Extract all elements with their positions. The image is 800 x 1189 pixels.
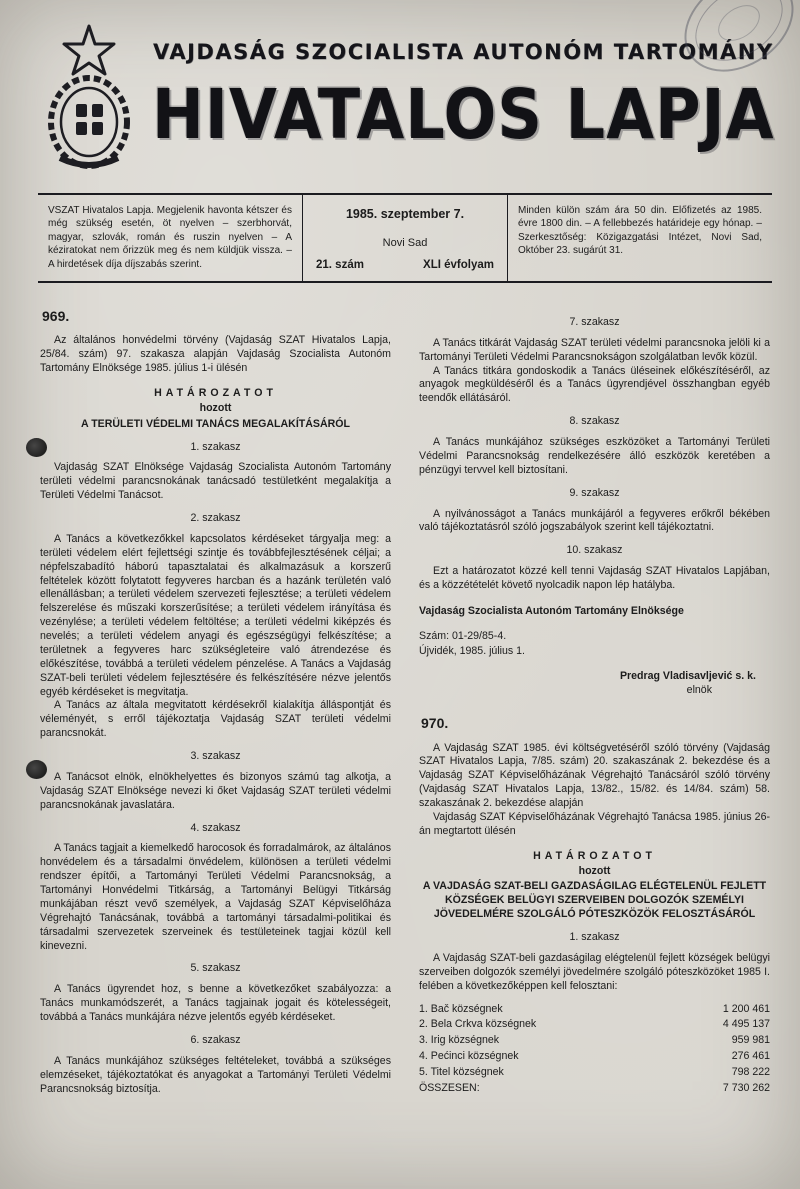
article-number: 970.	[421, 715, 449, 732]
column-left	[40, 307, 391, 1143]
allocation-value: 1 200 461	[722, 1002, 770, 1015]
region-title: VAJDASÁG SZOCIALISTA AUTONÓM TARTOMÁNY	[153, 40, 774, 64]
allocation-label: 5. Titel községnek	[419, 1066, 504, 1079]
paragraph: A Tanácsot elnök, elnökhelyettes és bizonyos számú tag alkotja, a Vajdaság SZAT Elnöksége nevezi ki őket Vajdaság SZAT területi védelmi parancsnokának javaslatára.	[40, 770, 391, 811]
section-heading: 10. szakasz	[566, 544, 623, 557]
infobar	[38, 193, 772, 283]
coat-of-arms	[42, 20, 136, 179]
issue-number: 21. szám	[316, 258, 364, 271]
paragraph: A Vajdaság SZAT-beli gazdaságilag elégtelenül fejlett községek belügyi szerveiben dolgozók személyi jövedelmére szolgáló póteszközöket 1985 I. felében a következőképpen kell felosztani:	[419, 951, 770, 992]
emblem-glyphs	[76, 104, 103, 135]
allocation-value: 4 495 137	[722, 1018, 770, 1031]
section-heading: 8. szakasz	[569, 415, 620, 428]
section-heading: 7. szakasz	[569, 315, 620, 328]
decree-heading: HATÁROZATOT	[533, 849, 656, 862]
paragraph: Ezt a határozatot közzé kell tenni Vajdaság SZAT Hivatalos Lapjában, és a közzétételét követő nyolcadik napon lép hatályba.	[419, 565, 770, 592]
paragraph: A Tanács az általa megvitatott kérdésekről kialakítja álláspontját és véleményét, s erről tájékoztatja Vajdaság SZAT területi védelmi parancsnokát.	[40, 699, 391, 740]
allocation-row	[419, 1049, 770, 1065]
paragraph: A Tanács munkájához szükséges feltételeket, továbbá a szükséges elemzéseket, tájékoztatókat és anyagokat a Tartományi Területi Védelmi Parancsnokság biztosítja.	[40, 1054, 391, 1095]
paragraph: A Tanács munkájához szükséges eszközöket a Tartományi Területi Védelmi Parancsnokság rendelkezésére álló eszközök keretében a pénzügyi tervvel kell biztosítani.	[419, 436, 770, 476]
document-meta: Újvidék, 1985. július 1.	[419, 644, 525, 657]
allocation-value: 7 730 262	[722, 1082, 770, 1095]
allocation-label: 1. Bač községnek	[419, 1002, 503, 1015]
allocation-label: 4. Pećinci községnek	[419, 1050, 519, 1063]
section-heading: 2. szakasz	[190, 512, 241, 525]
allocation-label: 3. Irig községnek	[419, 1034, 500, 1047]
section-heading: 1. szakasz	[569, 931, 620, 944]
paragraph: A Tanács titkára gondoskodik a Tanács üléseinek előkészítéséről, az anyagok megküldéséről és a Tanács ügyrendjével összhangban egyéb teendők ellátásáról.	[419, 364, 770, 405]
signatory-name: Predrag Vladisavljević s. k.	[619, 670, 756, 683]
paragraph: Vajdaság SZAT Képviselőházának Végrehajtó Tanácsa 1985. június 26-án megtartott ülésén	[419, 810, 770, 837]
document-body	[0, 283, 800, 1143]
paragraph: Az általános honvédelmi törvény (Vajdaság SZAT Hivatalos Lapja, 25/84. szám) 97. szakasza alapján Vajdaság Szocialista Autonóm Tartomány Elnöksége 1985. július 1-i ülésén	[40, 334, 391, 375]
issue-info	[302, 195, 508, 281]
masthead-titles	[152, 20, 775, 179]
section-heading: 5. szakasz	[190, 962, 241, 975]
article-number: 969.	[42, 307, 70, 324]
allocation-value: 798 222	[731, 1066, 770, 1079]
allocation-row	[419, 1002, 770, 1018]
allocation-value: 276 461	[731, 1050, 770, 1063]
paragraph: A Tanács titkárát Vajdaság SZAT területi védelmi parancsnoka jelöli ki a Tartományi Területi Védelmi Parancsnokságon szolgálatban levők közül.	[419, 336, 770, 363]
allocation-label: ÖSSZESEN:	[419, 1082, 480, 1095]
section-heading: 1. szakasz	[190, 440, 241, 453]
section-heading: 9. szakasz	[569, 486, 620, 499]
issue-number-row	[316, 259, 494, 271]
allocation-row	[419, 1017, 770, 1033]
allocation-label: 2. Bela Crkva községnek	[419, 1018, 537, 1031]
document-meta: Szám: 01-29/85-4.	[419, 629, 507, 642]
section-heading: 6. szakasz	[190, 1033, 241, 1046]
decree-heading: HATÁROZATOT	[154, 386, 277, 399]
issuer-name: Vajdaság Szocialista Autonóm Tartomány Elnöksége	[419, 604, 684, 617]
paragraph: A Tanács ügyrendet hoz, s benne a következőket szabályozza: a Tanács munkamódszerét, a Tanács tagjainak jogait és kötelességeit, továbbá a Tanács munkájára nézve jelentős egyéb kérdéseket.	[40, 983, 391, 1024]
issue-city: Novi Sad	[382, 237, 428, 249]
allocation-row	[419, 1081, 770, 1097]
star-icon	[64, 26, 114, 74]
masthead	[0, 0, 800, 187]
publication-info: VSZAT Hivatalos Lapja. Megjelenik havonta kétszer és még szükség esetén, öt nyelven – szerbhorvát, magyar, szlovák, román és ruszin nyelven – A kéziratokat nem őrizzük meg és nem küldjük vissza. – A hirdetések díja díjszabás szerint.	[48, 205, 292, 270]
allocation-value: 959 981	[731, 1034, 770, 1047]
issue-volume: XLI évfolyam	[423, 258, 494, 271]
decree-subheading: hozott	[578, 864, 611, 877]
section-heading: 4. szakasz	[190, 821, 241, 834]
hole-punch	[26, 438, 47, 457]
paragraph: Vajdaság SZAT Elnöksége Vajdaság Szocialista Autonóm Tartomány területi védelmi parancsnokának tanácsadó testületként megalakítja a Területi Védelmi Tanácsot.	[40, 461, 391, 502]
allocation-table	[419, 1002, 770, 1097]
allocation-row	[419, 1065, 770, 1081]
paragraph: A Tanács a következőkkel kapcsolatos kérdéseket tárgyalja meg: a területi védelem elért fejlettségi szintje és továbbfejlesztésének céljai; a népfelszabadító háború tapasztalatai és alkalmazásuk a korszerű feltételek között folytatott fegyveres harcban és a hazánk területén való ellenállásban; a területi védelem szervezeti fejlesztése; a területi védelem felszerelése és műszaki korszerűsítése; a területi védelem irányítása és vezénylése; a területi védelem feltöltése; a területi védelmi kiképzés és nevelés; a területi védelem anyagi és egészségügyi felkészítése; a területnek a fegyveres harc szükségleteire való átrendezése és előkészítése, továbbá a területi védelem pénzelése. A Tanács a Vajdaság SZAT-beli területi védelem fejlesztésére és felkészítésére nézve jelentős egyéb kérdéseket is megvitatja.	[40, 532, 391, 698]
paragraph: A Tanács tagjait a kiemelkedő harocosok és forradalmárok, az általános honvédelem és a társadalmi önvédelem, különösen a területi védelmi rendszer építői, a Tartományi Területi Védelmi Parancsnokság, a Tartományi Honvédelmi Titkárság, a Tartományi Belügyi Titkárság munkájában részt vevő személyek, a Vajdaság SZAT Képviselőháza Végrehajtó Tanácsának, továbbá a tartományi társadalmi-politikai és társadalmi szervezetek szerveinek és testületeinek tagjai közül kell kinevezni.	[40, 842, 391, 952]
decree-title: A TERÜLETI VÉDELMI TANÁCS MEGALAKÍTÁSÁRÓL	[81, 417, 350, 430]
signatory-role: elnök	[686, 684, 712, 697]
column-right	[419, 307, 770, 1143]
issue-date: 1985. szeptember 7.	[345, 207, 465, 221]
decree-subheading: hozott	[199, 401, 232, 414]
decree-title: A VAJDASÁG SZAT-BELI GAZDASÁGILAG ELÉGTELENÜL FEJLETT KÖZSÉGEK BELÜGYI SZERVEIBEN DOLGOZÓK SZEMÉLYI JÖVEDELMÉRE SZOLGÁLÓ PÓTESZKÖZÖK FELOSZTÁSÁRÓL	[422, 880, 767, 921]
section-heading: 3. szakasz	[190, 750, 241, 763]
paragraph: A Vajdaság SZAT 1985. évi költségvetéséről szóló törvény (Vajdaság SZAT Hivatalos Lapja, 7/85. szám) 20. szakaszának 2. bekezdése és a Vajdaság SZAT Képviselőházának Végrehajtó Tanácsáról szóló törvény (Vajdaság SZAT Hivatalos Lapja, 13/82., 15/82. és 14/84. szám) 58. szakaszának 2. bekezdése alapján	[419, 741, 770, 810]
paragraph: A nyilvánosságot a Tanács munkájáról a fegyveres erőkről békében való tájékoztatásról szóló jogszabályok szerint kell tájékoztatni.	[419, 507, 770, 534]
gazette-title: HIVATALOS LAPJA	[152, 74, 775, 155]
allocation-row	[419, 1033, 770, 1049]
subscription-info: Minden külön szám ára 50 din. Előfizetés az 1985. évre 1800 din. – A fellebbezés határideje egy hónap. – Szerkesztőség: Közigazgatási Intézet, Novi Sad, Október 23. sugárút 31.	[518, 205, 762, 257]
hole-punch	[26, 760, 47, 779]
